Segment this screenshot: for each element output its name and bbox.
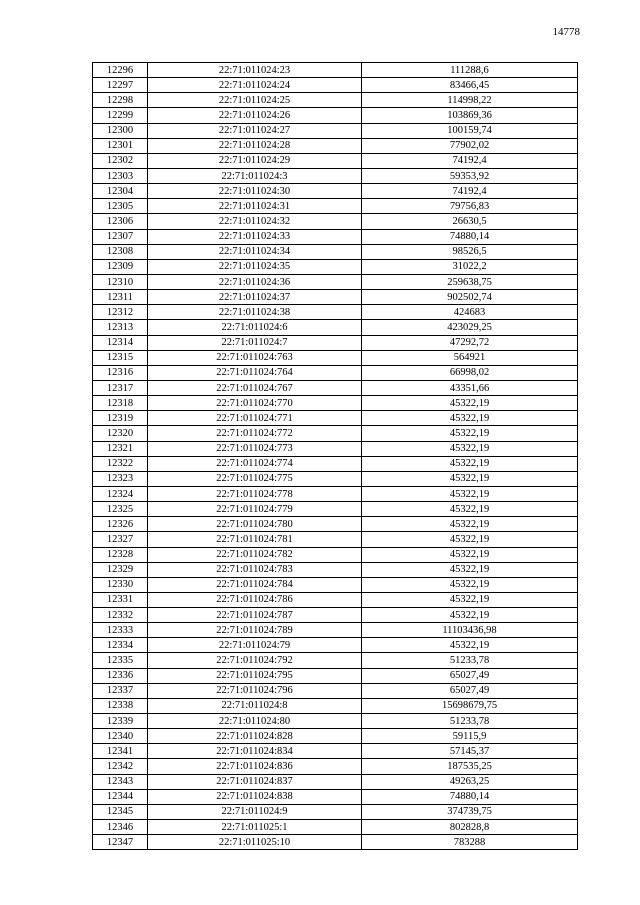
row-number-cell: 12314 bbox=[93, 335, 148, 350]
table-row bbox=[93, 335, 578, 350]
table-row bbox=[93, 63, 578, 78]
table-row bbox=[93, 123, 578, 138]
cadastral-number-cell: 22:71:011024:836 bbox=[148, 759, 362, 774]
row-number-cell: 12345 bbox=[93, 804, 148, 819]
cadastral-number-cell: 22:71:011024:780 bbox=[148, 517, 362, 532]
cadastral-number-cell: 22:71:011024:772 bbox=[148, 426, 362, 441]
cadastral-number-cell: 22:71:011024:783 bbox=[148, 562, 362, 577]
row-number-cell: 12296 bbox=[93, 63, 148, 78]
cadastral-number-cell: 22:71:011024:24 bbox=[148, 78, 362, 93]
cadastral-number-cell: 22:71:011024:837 bbox=[148, 774, 362, 789]
table-row bbox=[93, 683, 578, 698]
value-cell: 45322,19 bbox=[362, 638, 578, 653]
row-number-cell: 12331 bbox=[93, 592, 148, 607]
table-row bbox=[93, 638, 578, 653]
row-number-cell: 12310 bbox=[93, 274, 148, 289]
table-row bbox=[93, 396, 578, 411]
cadastral-number-cell: 22:71:011024:834 bbox=[148, 744, 362, 759]
value-cell: 98526,5 bbox=[362, 244, 578, 259]
table-row bbox=[93, 274, 578, 289]
value-cell: 77902,02 bbox=[362, 138, 578, 153]
cadastral-number-cell: 22:71:011024:782 bbox=[148, 547, 362, 562]
value-cell: 59115,9 bbox=[362, 729, 578, 744]
row-number-cell: 12306 bbox=[93, 214, 148, 229]
cadastral-number-cell: 22:71:011024:27 bbox=[148, 123, 362, 138]
cadastral-number-cell: 22:71:011024:786 bbox=[148, 592, 362, 607]
row-number-cell: 12319 bbox=[93, 411, 148, 426]
value-cell: 74880,14 bbox=[362, 229, 578, 244]
table-row bbox=[93, 184, 578, 199]
table-row bbox=[93, 668, 578, 683]
value-cell: 45322,19 bbox=[362, 608, 578, 623]
value-cell: 45322,19 bbox=[362, 517, 578, 532]
table-row bbox=[93, 547, 578, 562]
table-row bbox=[93, 608, 578, 623]
table-row bbox=[93, 78, 578, 93]
table-row bbox=[93, 562, 578, 577]
value-cell: 45322,19 bbox=[362, 592, 578, 607]
cadastral-number-cell: 22:71:011024:28 bbox=[148, 138, 362, 153]
value-cell: 43351,66 bbox=[362, 380, 578, 395]
cadastral-number-cell: 22:71:011024:789 bbox=[148, 623, 362, 638]
cadastral-number-cell: 22:71:011024:3 bbox=[148, 168, 362, 183]
table-row bbox=[93, 153, 578, 168]
row-number-cell: 12326 bbox=[93, 517, 148, 532]
table-row bbox=[93, 229, 578, 244]
table-row bbox=[93, 426, 578, 441]
value-cell: 374739,75 bbox=[362, 804, 578, 819]
cadastral-number-cell: 22:71:011024:37 bbox=[148, 290, 362, 305]
value-cell: 45322,19 bbox=[362, 426, 578, 441]
table-row bbox=[93, 789, 578, 804]
value-cell: 187535,25 bbox=[362, 759, 578, 774]
value-cell: 564921 bbox=[362, 350, 578, 365]
row-number-cell: 12337 bbox=[93, 683, 148, 698]
cadastral-number-cell: 22:71:011025:1 bbox=[148, 820, 362, 835]
row-number-cell: 12298 bbox=[93, 93, 148, 108]
row-number-cell: 12342 bbox=[93, 759, 148, 774]
value-cell: 65027,49 bbox=[362, 683, 578, 698]
cadastral-number-cell: 22:71:011024:774 bbox=[148, 456, 362, 471]
row-number-cell: 12302 bbox=[93, 153, 148, 168]
table-row bbox=[93, 305, 578, 320]
row-number-cell: 12325 bbox=[93, 502, 148, 517]
cadastral-number-cell: 22:71:011024:80 bbox=[148, 714, 362, 729]
cadastral-number-cell: 22:71:011024:771 bbox=[148, 411, 362, 426]
row-number-cell: 12323 bbox=[93, 471, 148, 486]
cadastral-number-cell: 22:71:011024:9 bbox=[148, 804, 362, 819]
value-cell: 103869,36 bbox=[362, 108, 578, 123]
cadastral-number-cell: 22:71:011024:767 bbox=[148, 380, 362, 395]
cadastral-number-cell: 22:71:011024:773 bbox=[148, 441, 362, 456]
table-row bbox=[93, 577, 578, 592]
value-cell: 802828,8 bbox=[362, 820, 578, 835]
row-number-cell: 12309 bbox=[93, 259, 148, 274]
row-number-cell: 12320 bbox=[93, 426, 148, 441]
table-row bbox=[93, 744, 578, 759]
table-row bbox=[93, 259, 578, 274]
table-row bbox=[93, 214, 578, 229]
table-row bbox=[93, 290, 578, 305]
cadastral-number-cell: 22:71:011024:33 bbox=[148, 229, 362, 244]
row-number-cell: 12332 bbox=[93, 608, 148, 623]
value-cell: 51233,78 bbox=[362, 714, 578, 729]
table-row bbox=[93, 714, 578, 729]
value-cell: 57145,37 bbox=[362, 744, 578, 759]
row-number-cell: 12328 bbox=[93, 547, 148, 562]
value-cell: 65027,49 bbox=[362, 668, 578, 683]
table-row bbox=[93, 502, 578, 517]
row-number-cell: 12297 bbox=[93, 78, 148, 93]
cadastral-number-cell: 22:71:011024:23 bbox=[148, 63, 362, 78]
cadastral-number-cell: 22:71:011024:795 bbox=[148, 668, 362, 683]
row-number-cell: 12303 bbox=[93, 168, 148, 183]
page-number: 14778 bbox=[552, 26, 580, 38]
row-number-cell: 12312 bbox=[93, 305, 148, 320]
value-cell: 11103436,98 bbox=[362, 623, 578, 638]
cadastral-number-cell: 22:71:011024:775 bbox=[148, 471, 362, 486]
row-number-cell: 12318 bbox=[93, 396, 148, 411]
cadastral-number-cell: 22:71:011024:7 bbox=[148, 335, 362, 350]
row-number-cell: 12311 bbox=[93, 290, 148, 305]
table-row bbox=[93, 517, 578, 532]
table-row bbox=[93, 623, 578, 638]
table-row bbox=[93, 456, 578, 471]
value-cell: 74192,4 bbox=[362, 153, 578, 168]
row-number-cell: 12343 bbox=[93, 774, 148, 789]
value-cell: 51233,78 bbox=[362, 653, 578, 668]
value-cell: 49263,25 bbox=[362, 774, 578, 789]
value-cell: 259638,75 bbox=[362, 274, 578, 289]
table-row bbox=[93, 441, 578, 456]
value-cell: 26630,5 bbox=[362, 214, 578, 229]
table-row bbox=[93, 411, 578, 426]
row-number-cell: 12299 bbox=[93, 108, 148, 123]
cadastral-number-cell: 22:71:011024:29 bbox=[148, 153, 362, 168]
value-cell: 111288,6 bbox=[362, 63, 578, 78]
cadastral-number-cell: 22:71:011024:32 bbox=[148, 214, 362, 229]
cadastral-number-cell: 22:71:011024:781 bbox=[148, 532, 362, 547]
row-number-cell: 12336 bbox=[93, 668, 148, 683]
value-cell: 45322,19 bbox=[362, 441, 578, 456]
table-row bbox=[93, 108, 578, 123]
value-cell: 45322,19 bbox=[362, 411, 578, 426]
table-row bbox=[93, 244, 578, 259]
table-row bbox=[93, 804, 578, 819]
row-number-cell: 12301 bbox=[93, 138, 148, 153]
table-row bbox=[93, 93, 578, 108]
value-cell: 47292,72 bbox=[362, 335, 578, 350]
value-cell: 902502,74 bbox=[362, 290, 578, 305]
table-row bbox=[93, 486, 578, 501]
table-row bbox=[93, 774, 578, 789]
cadastral-number-cell: 22:71:011024:8 bbox=[148, 698, 362, 713]
cadastral-number-cell: 22:71:011024:763 bbox=[148, 350, 362, 365]
value-cell: 31022,2 bbox=[362, 259, 578, 274]
value-cell: 424683 bbox=[362, 305, 578, 320]
row-number-cell: 12334 bbox=[93, 638, 148, 653]
row-number-cell: 12333 bbox=[93, 623, 148, 638]
data-table bbox=[92, 62, 578, 850]
row-number-cell: 12304 bbox=[93, 184, 148, 199]
cadastral-number-cell: 22:71:011024:26 bbox=[148, 108, 362, 123]
value-cell: 45322,19 bbox=[362, 562, 578, 577]
value-cell: 66998,02 bbox=[362, 365, 578, 380]
row-number-cell: 12305 bbox=[93, 199, 148, 214]
row-number-cell: 12344 bbox=[93, 789, 148, 804]
cadastral-number-cell: 22:71:011024:787 bbox=[148, 608, 362, 623]
table-row bbox=[93, 199, 578, 214]
table-row bbox=[93, 759, 578, 774]
row-number-cell: 12338 bbox=[93, 698, 148, 713]
row-number-cell: 12339 bbox=[93, 714, 148, 729]
cadastral-number-cell: 22:71:011024:796 bbox=[148, 683, 362, 698]
value-cell: 783288 bbox=[362, 835, 578, 850]
value-cell: 45322,19 bbox=[362, 532, 578, 547]
value-cell: 423029,25 bbox=[362, 320, 578, 335]
row-number-cell: 12313 bbox=[93, 320, 148, 335]
row-number-cell: 12340 bbox=[93, 729, 148, 744]
row-number-cell: 12315 bbox=[93, 350, 148, 365]
cadastral-number-cell: 22:71:011024:31 bbox=[148, 199, 362, 214]
value-cell: 45322,19 bbox=[362, 547, 578, 562]
cadastral-number-cell: 22:71:011024:779 bbox=[148, 502, 362, 517]
row-number-cell: 12300 bbox=[93, 123, 148, 138]
table-row bbox=[93, 698, 578, 713]
row-number-cell: 12330 bbox=[93, 577, 148, 592]
row-number-cell: 12327 bbox=[93, 532, 148, 547]
cadastral-number-cell: 22:71:011024:30 bbox=[148, 184, 362, 199]
row-number-cell: 12308 bbox=[93, 244, 148, 259]
table-row bbox=[93, 138, 578, 153]
row-number-cell: 12307 bbox=[93, 229, 148, 244]
value-cell: 74880,14 bbox=[362, 789, 578, 804]
value-cell: 45322,19 bbox=[362, 502, 578, 517]
cadastral-number-cell: 22:71:011024:25 bbox=[148, 93, 362, 108]
table-row bbox=[93, 471, 578, 486]
value-cell: 45322,19 bbox=[362, 471, 578, 486]
value-cell: 79756,83 bbox=[362, 199, 578, 214]
table-row bbox=[93, 380, 578, 395]
value-cell: 74192,4 bbox=[362, 184, 578, 199]
value-cell: 100159,74 bbox=[362, 123, 578, 138]
table-row bbox=[93, 532, 578, 547]
row-number-cell: 12324 bbox=[93, 486, 148, 501]
cadastral-number-cell: 22:71:011024:764 bbox=[148, 365, 362, 380]
table-row bbox=[93, 835, 578, 850]
table-row bbox=[93, 365, 578, 380]
cadastral-number-cell: 22:71:011024:770 bbox=[148, 396, 362, 411]
value-cell: 45322,19 bbox=[362, 396, 578, 411]
cadastral-number-cell: 22:71:011024:828 bbox=[148, 729, 362, 744]
value-cell: 45322,19 bbox=[362, 577, 578, 592]
row-number-cell: 12322 bbox=[93, 456, 148, 471]
table-row bbox=[93, 320, 578, 335]
cadastral-number-cell: 22:71:011024:38 bbox=[148, 305, 362, 320]
table-row bbox=[93, 592, 578, 607]
table-row bbox=[93, 653, 578, 668]
value-cell: 45322,19 bbox=[362, 456, 578, 471]
row-number-cell: 12321 bbox=[93, 441, 148, 456]
row-number-cell: 12347 bbox=[93, 835, 148, 850]
table-row bbox=[93, 168, 578, 183]
value-cell: 114998,22 bbox=[362, 93, 578, 108]
cadastral-number-cell: 22:71:011024:6 bbox=[148, 320, 362, 335]
row-number-cell: 12329 bbox=[93, 562, 148, 577]
value-cell: 15698679,75 bbox=[362, 698, 578, 713]
row-number-cell: 12335 bbox=[93, 653, 148, 668]
cadastral-number-cell: 22:71:011024:79 bbox=[148, 638, 362, 653]
row-number-cell: 12317 bbox=[93, 380, 148, 395]
table-row bbox=[93, 820, 578, 835]
cadastral-number-cell: 22:71:011024:34 bbox=[148, 244, 362, 259]
cadastral-number-cell: 22:71:011025:10 bbox=[148, 835, 362, 850]
table-row bbox=[93, 729, 578, 744]
cadastral-number-cell: 22:71:011024:778 bbox=[148, 486, 362, 501]
value-cell: 59353,92 bbox=[362, 168, 578, 183]
cadastral-number-cell: 22:71:011024:36 bbox=[148, 274, 362, 289]
value-cell: 83466,45 bbox=[362, 78, 578, 93]
value-cell: 45322,19 bbox=[362, 486, 578, 501]
cadastral-number-cell: 22:71:011024:784 bbox=[148, 577, 362, 592]
cadastral-number-cell: 22:71:011024:792 bbox=[148, 653, 362, 668]
row-number-cell: 12341 bbox=[93, 744, 148, 759]
cadastral-number-cell: 22:71:011024:838 bbox=[148, 789, 362, 804]
table-row bbox=[93, 350, 578, 365]
row-number-cell: 12316 bbox=[93, 365, 148, 380]
table-body bbox=[93, 63, 578, 850]
cadastral-number-cell: 22:71:011024:35 bbox=[148, 259, 362, 274]
row-number-cell: 12346 bbox=[93, 820, 148, 835]
